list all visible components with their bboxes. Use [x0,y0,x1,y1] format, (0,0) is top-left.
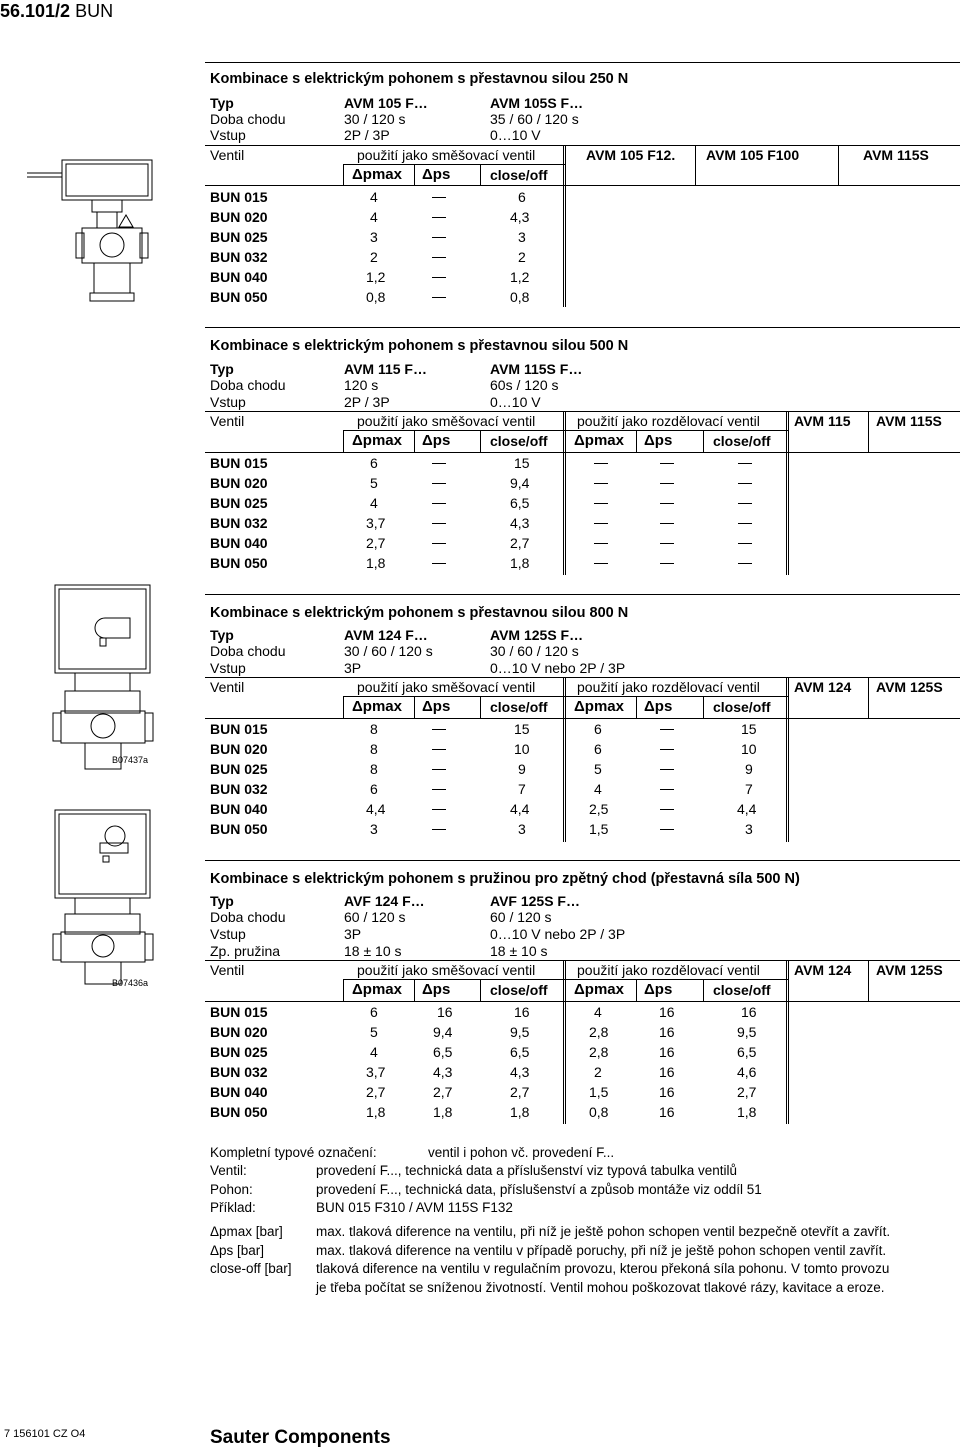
table-row: BUN 020 [210,741,268,757]
cell: 3 [370,821,378,837]
cell: 2,7 [366,1084,386,1100]
header-dps: Δps [422,166,451,183]
cell: 7 [518,781,526,797]
header-dpmax: Δpmax [574,432,624,449]
type-b: AVM 115S F… [490,361,583,377]
cell: 3 [518,229,526,245]
ventil-mix: použití jako směšovací ventil [357,962,536,978]
ventil-col-1: AVM 124 [794,679,852,695]
cell: 2,8 [589,1044,609,1060]
doba-b: 35 / 60 / 120 s [490,111,579,127]
row-label-typ: Typ [210,361,234,377]
cell: 16 [659,1104,675,1120]
note-value: max. tlaková diference na ventilu v případě poruchy, při níž je ještě pohon schopen ventil zavřít. [316,1243,887,1258]
cell: 2,7 [433,1084,453,1100]
note-value: tlaková diference na ventilu v regulačním provozu, kterou překoná síla pohonu. V tomto provozu [316,1261,890,1276]
cell: 1,8 [366,1104,386,1120]
cell: 4,3 [433,1064,453,1080]
section-title: Kombinace s elektrickým pohonem s přestavnou silou 250 N [210,71,629,87]
cell: 16 [659,1044,675,1060]
table-row: BUN 032 [210,249,268,265]
cell: 2,5 [589,801,609,817]
ventil-mix: použití jako směšovací ventil [357,147,536,163]
type-a: AVM 124 F… [344,627,428,643]
cell: 16 [659,1024,675,1040]
ventil-mix: použití jako směšovací ventil [357,413,536,429]
ventil-col-3: AVM 115S [863,147,929,163]
cell: 8 [370,761,378,777]
cell: 2,7 [366,535,386,551]
ventil-label: Ventil [210,147,245,163]
header-dps: Δps [422,981,451,998]
ventil-col-2: AVM 105 F100 [706,147,800,163]
header-closeoff: close/off [490,982,548,998]
cell: 3 [370,229,378,245]
cell: 1,8 [366,555,386,571]
cell: 1,2 [510,269,530,285]
cell: 5 [594,761,602,777]
ventil-mix: použití jako směšovací ventil [357,679,536,695]
cell: 16 [659,1064,675,1080]
actuator-spring-figure [45,808,160,988]
ventil-col-2: AVM 125S [876,679,943,695]
table-row: BUN 050 [210,555,268,571]
table-row: BUN 050 [210,1104,268,1120]
header-dpmax: Δpmax [574,981,624,998]
pruzina-a: 18 ± 10 s [344,943,402,959]
note-label: Δps [bar] [210,1243,265,1258]
type-b: AVF 125S F… [490,893,580,909]
header-dpmax: Δpmax [352,166,402,183]
cell: 5 [370,475,378,491]
cell: 4 [594,781,602,797]
cell: 1,8 [433,1104,453,1120]
cell: 6,5 [510,495,530,511]
doba-a: 30 / 60 / 120 s [344,643,433,659]
cell: 4,4 [510,801,530,817]
cell: 15 [514,721,530,737]
ventil-col-2: AVM 125S [876,962,943,978]
type-b: AVM 125S F… [490,627,584,643]
cell: 16 [741,1004,757,1020]
header-closeoff: close/off [490,699,548,715]
table-row: BUN 050 [210,821,268,837]
section-title: Kombinace s elektrickým pohonem s pružinou pro zpětný chod (přestavná síla 500 N) [210,871,800,887]
cell: 4,4 [366,801,386,817]
page-header [0,0,113,22]
cell: 16 [514,1004,530,1020]
table-row: BUN 020 [210,1024,268,1040]
note-label: Ventil: [210,1163,247,1178]
cell: 4,4 [737,801,757,817]
table-row: BUN 015 [210,189,268,205]
ventil-label: Ventil [210,962,245,978]
header-closeoff: close/off [713,699,771,715]
table-row: BUN 032 [210,781,268,797]
cell: 3,7 [366,515,386,531]
cell: 2,8 [589,1024,609,1040]
cell: 3 [518,821,526,837]
row-label-vstup: Vstup [210,127,246,143]
vstup-a: 3P [344,926,362,942]
doba-b: 30 / 60 / 120 s [490,643,579,659]
ventil-div: použití jako rozdělovací ventil [577,413,760,429]
doba-a: 30 / 120 s [344,111,406,127]
cell: 0,8 [589,1104,609,1120]
row-label-typ: Typ [210,627,234,643]
cell: 6 [594,741,602,757]
cell: 0,8 [366,289,386,305]
doba-a: 120 s [344,377,379,393]
cell: 1,8 [737,1104,757,1120]
cell: 6 [594,721,602,737]
note-value: max. tlaková diference na ventilu, při níž je ještě pohon schopen ventil bezpečně otevřít a zavřít. [316,1224,891,1239]
header-dps: Δps [644,432,673,449]
figure-code: B07436a [112,978,149,988]
table-row: BUN 040 [210,535,268,551]
page-number: 56.101/2 [0,1,71,21]
page-product: BUN [75,1,114,21]
header-dps: Δps [644,981,673,998]
cell: 6 [370,1004,378,1020]
ventil-label: Ventil [210,413,245,429]
cell: 6,5 [737,1044,757,1060]
pruzina-b: 18 ± 10 s [490,943,548,959]
row-label-doba: Doba chodu [210,111,286,127]
cell: 16 [659,1004,675,1020]
ventil-div: použití jako rozdělovací ventil [577,962,760,978]
cell: 1,5 [589,1084,609,1100]
cell: 4 [370,495,378,511]
row-label-vstup: Vstup [210,660,246,676]
doba-a: 60 / 120 s [344,909,406,925]
cell: 2 [518,249,526,265]
cell: 2 [594,1064,602,1080]
cell: 10 [741,741,757,757]
cell: 4 [370,1044,378,1060]
cell: 2,7 [510,535,530,551]
cell: 9 [518,761,526,777]
note-value: je třeba počítat se sníženou životností. Ventil mohou poškozovat tlakové rázy, kavitace a eroze. [316,1280,885,1295]
header-dps: Δps [644,698,673,715]
actuator-250n-figure [22,155,172,305]
note-label: Pohon: [210,1182,253,1197]
cell: 1,8 [510,555,530,571]
ventil-col-2: AVM 115S [876,413,942,429]
cell: 4,3 [510,515,530,531]
header-dps: Δps [422,698,451,715]
header-closeoff: close/off [490,167,548,183]
note-value: BUN 015 F310 / AVM 115S F132 [316,1200,513,1215]
note-value: ventil i pohon vč. provedení F... [428,1145,615,1160]
row-label-doba: Doba chodu [210,377,286,393]
ventil-div: použití jako rozdělovací ventil [577,679,760,695]
cell: 6 [370,455,378,471]
table-row: BUN 050 [210,289,268,305]
figure-code: B07437a [112,755,149,765]
cell: 4 [370,189,378,205]
cell: 0,8 [510,289,530,305]
cell: 4,6 [737,1064,757,1080]
cell: 1,5 [589,821,609,837]
vstup-b: 0…10 V nebo 2P / 3P [490,660,626,676]
note-label: Příklad: [210,1200,256,1215]
cell: 8 [370,721,378,737]
cell: 2 [370,249,378,265]
doba-b: 60s / 120 s [490,377,559,393]
cell: 6 [370,781,378,797]
table-row: BUN 032 [210,1064,268,1080]
actuator-800n-figure [45,583,160,773]
ventil-col-1: AVM 105 F12. [586,147,676,163]
row-label-doba: Doba chodu [210,909,286,925]
note-value: provedení F..., technická data a příslušenství viz typová tabulka ventilů [316,1163,737,1178]
row-label-typ: Typ [210,893,234,909]
table-row: BUN 025 [210,495,268,511]
cell: 16 [437,1004,453,1020]
cell: 15 [741,721,757,737]
type-a: AVM 105 F… [344,95,428,111]
ventil-col-1: AVM 115 [794,413,851,429]
cell: 6,5 [433,1044,453,1060]
vstup-a: 3P [344,660,362,676]
table-row: BUN 020 [210,475,268,491]
cell: 3 [745,821,753,837]
note-label: Δpmax [bar] [210,1224,283,1239]
table-row: BUN 025 [210,229,268,245]
header-dpmax: Δpmax [352,981,402,998]
header-dpmax: Δpmax [352,432,402,449]
cell: 5 [370,1024,378,1040]
cell: 4 [370,209,378,225]
cell: 16 [659,1084,675,1100]
vstup-a: 2P / 3P [344,394,390,410]
type-a: AVF 124 F… [344,893,425,909]
cell: 6 [518,189,526,205]
row-label-typ: Typ [210,95,234,111]
header-closeoff: close/off [713,982,771,998]
footer-code: 7 156101 CZ O4 [4,1428,86,1440]
vstup-a: 2P / 3P [344,127,390,143]
table-row: BUN 040 [210,801,268,817]
cell: 9,5 [737,1024,757,1040]
cell: 10 [514,741,530,757]
row-label-vstup: Vstup [210,926,246,942]
vstup-b: 0…10 V [490,394,541,410]
table-row: BUN 040 [210,269,268,285]
cell: 9 [745,761,753,777]
cell: 2,7 [510,1084,530,1100]
table-row: BUN 015 [210,1004,268,1020]
table-row: BUN 015 [210,721,268,737]
table-row: BUN 025 [210,761,268,777]
header-dpmax: Δpmax [574,698,624,715]
header-closeoff: close/off [713,433,771,449]
section-title: Kombinace s elektrickým pohonem s přestavnou silou 800 N [210,605,629,621]
table-row: BUN 015 [210,455,268,471]
note-label: close-off [bar] [210,1261,292,1276]
table-row: BUN 020 [210,209,268,225]
note-label: Kompletní typové označení: [210,1145,377,1160]
type-b: AVM 105S F… [490,95,584,111]
header-dps: Δps [422,432,451,449]
cell: 6,5 [510,1044,530,1060]
table-row: BUN 040 [210,1084,268,1100]
header-dpmax: Δpmax [352,698,402,715]
row-label-doba: Doba chodu [210,643,286,659]
ventil-col-1: AVM 124 [794,962,852,978]
ventil-label: Ventil [210,679,245,695]
header-closeoff: close/off [490,433,548,449]
cell: 2,7 [737,1084,757,1100]
doba-b: 60 / 120 s [490,909,552,925]
footer-company: Sauter Components [210,1427,391,1448]
cell: 4,3 [510,209,530,225]
row-label-pruzina: Zp. pružina [210,943,281,959]
cell: 3,7 [366,1064,386,1080]
cell: 1,2 [366,269,386,285]
table-row: BUN 025 [210,1044,268,1060]
cell: 9,5 [510,1024,530,1040]
vstup-b: 0…10 V nebo 2P / 3P [490,926,626,942]
cell: 15 [514,455,530,471]
cell: 8 [370,741,378,757]
note-value: provedení F..., technická data, příslušenství a způsob montáže viz oddíl 51 [316,1182,762,1197]
section-title: Kombinace s elektrickým pohonem s přestavnou silou 500 N [210,338,629,354]
type-a: AVM 115 F… [344,361,427,377]
row-label-vstup: Vstup [210,394,246,410]
table-row: BUN 032 [210,515,268,531]
cell: 9,4 [510,475,530,491]
cell: 9,4 [433,1024,453,1040]
cell: 4,3 [510,1064,530,1080]
vstup-b: 0…10 V [490,127,541,143]
cell: 1,8 [510,1104,530,1120]
cell: 7 [745,781,753,797]
cell: 4 [594,1004,602,1020]
